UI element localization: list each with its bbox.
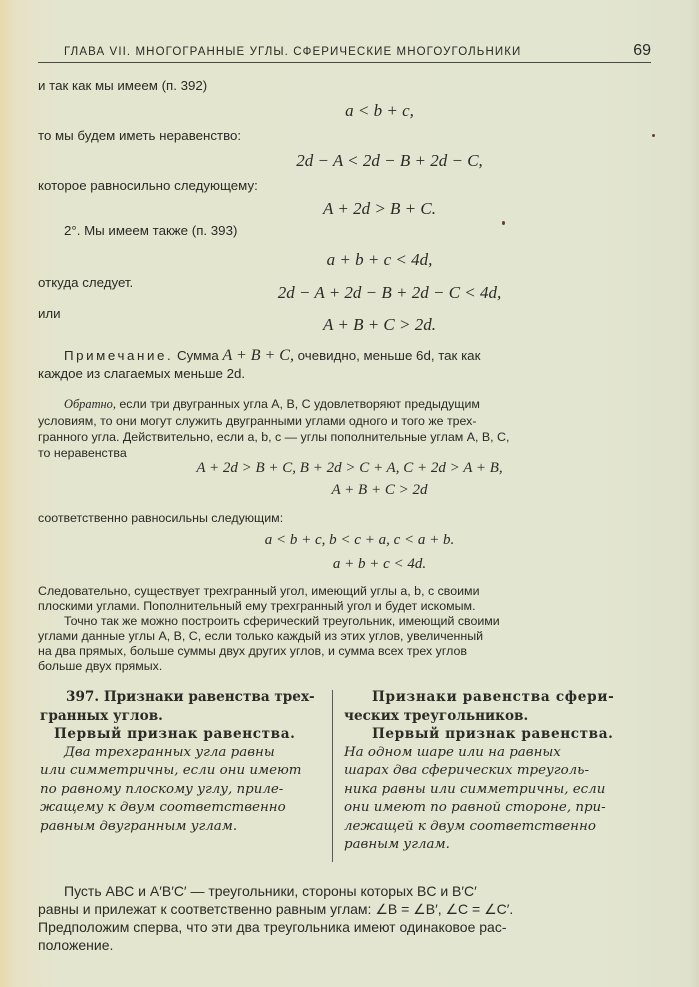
text-line: то неравенства (38, 446, 127, 460)
section-heading: 397. Признаки равенства трех- (66, 689, 315, 705)
note-line: каждое из слагаемых меньше 2d. (38, 366, 246, 381)
paper-speck (652, 134, 655, 137)
subheading: Первый признак равенства. (54, 726, 296, 742)
formula: a < b + c, b < c + a, c < a + b. (264, 532, 455, 548)
theorem-line: ника равны или симметричны, если (344, 781, 606, 797)
text-line: углами данные углы A, B, C, если только каждый из этих углов, увеличенный (38, 629, 484, 643)
formula: a + b + c < 4d, (326, 250, 433, 269)
running-title: ГЛАВА VII. МНОГОГРАННЫЕ УГЛЫ. СФЕРИЧЕСКИЕ МНОГОУГОЛЬНИКИ (64, 46, 522, 58)
note-text: Сумма (176, 348, 223, 363)
formula: A + 2d > B + C. (323, 199, 436, 218)
text-line: больше двух прямых. (38, 659, 163, 673)
text-line (38, 396, 677, 412)
theorem-line: равным углам. (344, 837, 450, 852)
text-line: Точно так же можно построить сферический треугольник, имеющий своими (64, 614, 500, 628)
proof-line: положение. (38, 937, 114, 953)
column-divider (332, 690, 333, 862)
note-math: A + B + C, (222, 347, 294, 364)
text-line: которое равносильно следующему: (38, 178, 258, 193)
text: если три двугранных угла A, B, C удовлетворяют предыдущим (115, 397, 480, 411)
theorem-line: равным двугранным углам. (40, 818, 238, 834)
paper-speck (502, 221, 505, 225)
proof-line: Предположим сперва, что эти два треугольника имеют одинаковое рас- (38, 919, 507, 935)
text-line: 2°. Мы имеем также (п. 393) (64, 223, 238, 238)
text-line: или (38, 306, 61, 321)
section-heading: гранных углов. (40, 707, 163, 724)
theorem-line: шарах два сферических треуголь- (344, 763, 589, 778)
section-heading: Признаки равенства сфери- (372, 689, 615, 705)
theorem-line: лежащей к двум соответственно (344, 818, 596, 834)
text-line: условиям, то они могут служить двугранными углами одного и того же трех- (38, 414, 477, 428)
text-line: Следовательно, существует трехгранный угол, имеющий углы a, b, c своими (38, 584, 480, 598)
note-label: Примечание. (64, 348, 174, 363)
theorem-line: или симметричны, если они имеют (40, 763, 302, 778)
formula: a + b + c < 4d. (332, 556, 427, 572)
page-number: 69 (633, 42, 651, 59)
theorem-line: жащему к двум соответственно (40, 800, 286, 815)
subheading: Первый признак равенства. (372, 726, 614, 742)
section-heading: ческих треугольников. (344, 707, 529, 724)
formula: 2d − A + 2d − B + 2d − C < 4d, (277, 283, 502, 302)
text-line: на два прямых, больше суммы двух других углов, и сумма всех трех углов (38, 644, 467, 658)
proof-line: Пусть ABC и A′B′C′ — треугольники, стороны которых BC и B′C′ (64, 883, 477, 899)
text-line: и так как мы имеем (п. 392) (38, 78, 208, 93)
emphasis: Обратно, (64, 397, 116, 411)
formula: A + 2d > B + C, B + 2d > C + A, C + 2d > A + B, (196, 460, 503, 476)
theorem-line: они имеют по равной стороне, при- (344, 800, 606, 815)
note-text: очевидно, меньше 6d, так как (293, 348, 481, 363)
formula: 2d − A < 2d − B + 2d − C, (296, 151, 483, 170)
formula: a < b + c, (345, 101, 414, 120)
theorem-line: Два трехгранных угла равны (64, 744, 275, 760)
text-line: то мы будем иметь неравенство: (38, 128, 242, 143)
right-column (344, 688, 649, 855)
theorem-line: На одном шаре или на равных (344, 744, 561, 760)
text-line: гранного угла. Действительно, если a, b, c — углы пополнительные углам A, B, C, (38, 430, 510, 444)
text-line: откуда следует. (38, 275, 134, 290)
formula: A + B + C > 2d (331, 482, 428, 498)
text-line: соответственно равносильны следующим: (38, 511, 284, 525)
running-header (38, 38, 651, 63)
formula: A + B + C > 2d. (323, 315, 436, 334)
text-line: плоскими углами. Пополнительный ему трехгранный угол и будет искомым. (38, 599, 476, 613)
left-column (40, 688, 325, 836)
proof-line: равны и прилежат к соответственно равным углам: ∠B = ∠B′, ∠C = ∠C′. (38, 901, 514, 917)
theorem-line: по равному плоскому углу, приле- (40, 781, 284, 797)
note-line (38, 348, 677, 364)
